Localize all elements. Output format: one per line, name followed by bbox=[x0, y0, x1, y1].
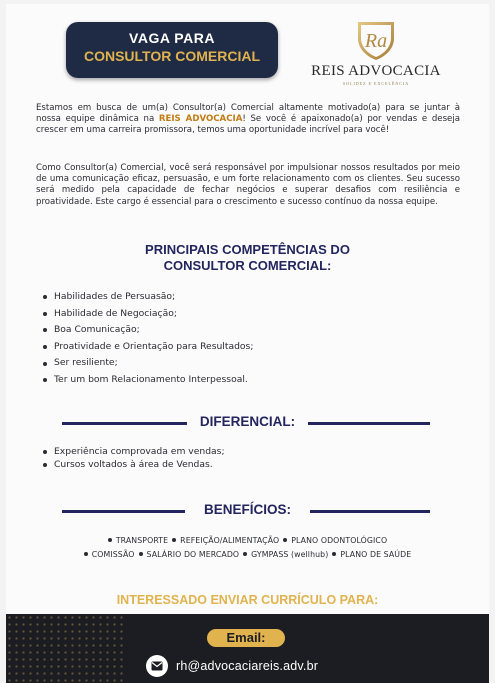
list-item: Proatividade e Orientação para Resultados; bbox=[42, 339, 253, 356]
benefit-item: TRANSPORTE bbox=[115, 536, 169, 545]
email-contact[interactable] bbox=[146, 654, 318, 678]
competencies-title-line-1: PRINCIPAIS COMPETÊNCIAS DO bbox=[145, 242, 350, 257]
intro-text-end: ! Se você é apaixonado(a) por vendas e deseja crescer em uma carreira promissora, temos uma oportunidade incrível para você! bbox=[36, 114, 460, 136]
job-poster bbox=[6, 4, 489, 683]
competencies-title bbox=[6, 242, 489, 274]
footer bbox=[6, 614, 489, 683]
bullet-dot bbox=[283, 538, 287, 542]
bullet-dot bbox=[84, 552, 88, 556]
benefits-title: BENEFÍCIOS: bbox=[203, 502, 291, 517]
bullet-dot bbox=[139, 552, 143, 556]
list-item: Boa Comunicação; bbox=[42, 322, 253, 339]
list-item: Ser resiliente; bbox=[42, 355, 253, 372]
intro-text-start: Estamos em busca de um(a) Consultor(a) Comercial altamente motivado(a) para se juntar à nossa equipe dinâmica na bbox=[36, 103, 460, 125]
list-item: Habilidades de Persuasão; bbox=[42, 289, 253, 306]
badge-line-2: CONSULTOR COMERCIAL bbox=[83, 48, 261, 64]
bullet-dot bbox=[108, 538, 112, 542]
call-to-action: INTERESSADO ENVIAR CURRÍCULO PARA: bbox=[116, 593, 379, 607]
divider-line bbox=[308, 422, 430, 425]
logo-brand-name: REIS ADVOCACIA bbox=[311, 63, 441, 79]
divider-line bbox=[310, 510, 430, 513]
benefit-item: SALÁRIO DO MERCADO bbox=[146, 550, 240, 559]
benefit-item: PLANO DE SAÚDE bbox=[340, 550, 412, 559]
list-item: Ter um bom Relacionamento Interpessoal. bbox=[42, 372, 253, 389]
benefit-item: REFEIÇÃO/ALIMENTAÇÃO bbox=[180, 536, 280, 545]
differential-header bbox=[6, 412, 489, 432]
list-item: Habilidade de Negociação; bbox=[42, 306, 253, 323]
benefit-item: GYMPASS (wellhub) bbox=[251, 550, 329, 559]
dot-pattern-decoration bbox=[6, 614, 126, 683]
shield-icon bbox=[354, 18, 398, 62]
intro-paragraph-1 bbox=[36, 103, 460, 137]
email-address-link[interactable]: rh@advocaciareis.adv.br bbox=[176, 659, 319, 673]
logo-tagline: SOLIDEZ E EXCELÊNCIA bbox=[342, 81, 410, 86]
bullet-dot bbox=[172, 538, 176, 542]
differential-list bbox=[42, 446, 225, 471]
envelope-icon bbox=[146, 655, 168, 677]
email-label-badge: Email: bbox=[207, 629, 285, 647]
job-title-badge bbox=[66, 22, 278, 78]
competencies-title-line-2: CONSULTOR COMERCIAL: bbox=[163, 258, 332, 273]
list-item: Experiência comprovada em vendas; bbox=[42, 446, 225, 459]
benefit-item: COMISSÃO bbox=[91, 550, 135, 559]
benefit-item: PLANO ODONTOLÓGICO bbox=[291, 536, 388, 545]
list-item: Cursos voltados à área de Vendas. bbox=[42, 459, 225, 472]
benefits-row-2 bbox=[6, 550, 489, 559]
intro-paragraph-2: Como Consultor(a) Comercial, você será responsável por impulsionar nossos resultados por meio de uma comunicação eficaz, persuasão, e um forte relacionamento com os clientes. Seu sucesso será medido pela capacidade de fechar negócios e superar desafios com resiliência e proatividade. Este cargo é essencial para o crescimento e sucesso contínuo da nossa equipe. bbox=[36, 163, 460, 207]
company-name-highlight: REIS ADVOCACIA bbox=[158, 114, 243, 125]
badge-line-1: VAGA PARA bbox=[129, 30, 215, 46]
logo-monogram: Ra bbox=[364, 30, 388, 52]
competencies-list bbox=[42, 289, 253, 389]
bullet-dot bbox=[332, 552, 336, 556]
company-logo bbox=[306, 18, 446, 90]
benefits-row-1 bbox=[6, 536, 489, 545]
bullet-dot bbox=[243, 552, 247, 556]
differential-title: DIFERENCIAL: bbox=[199, 414, 296, 429]
benefits-header bbox=[6, 500, 489, 520]
